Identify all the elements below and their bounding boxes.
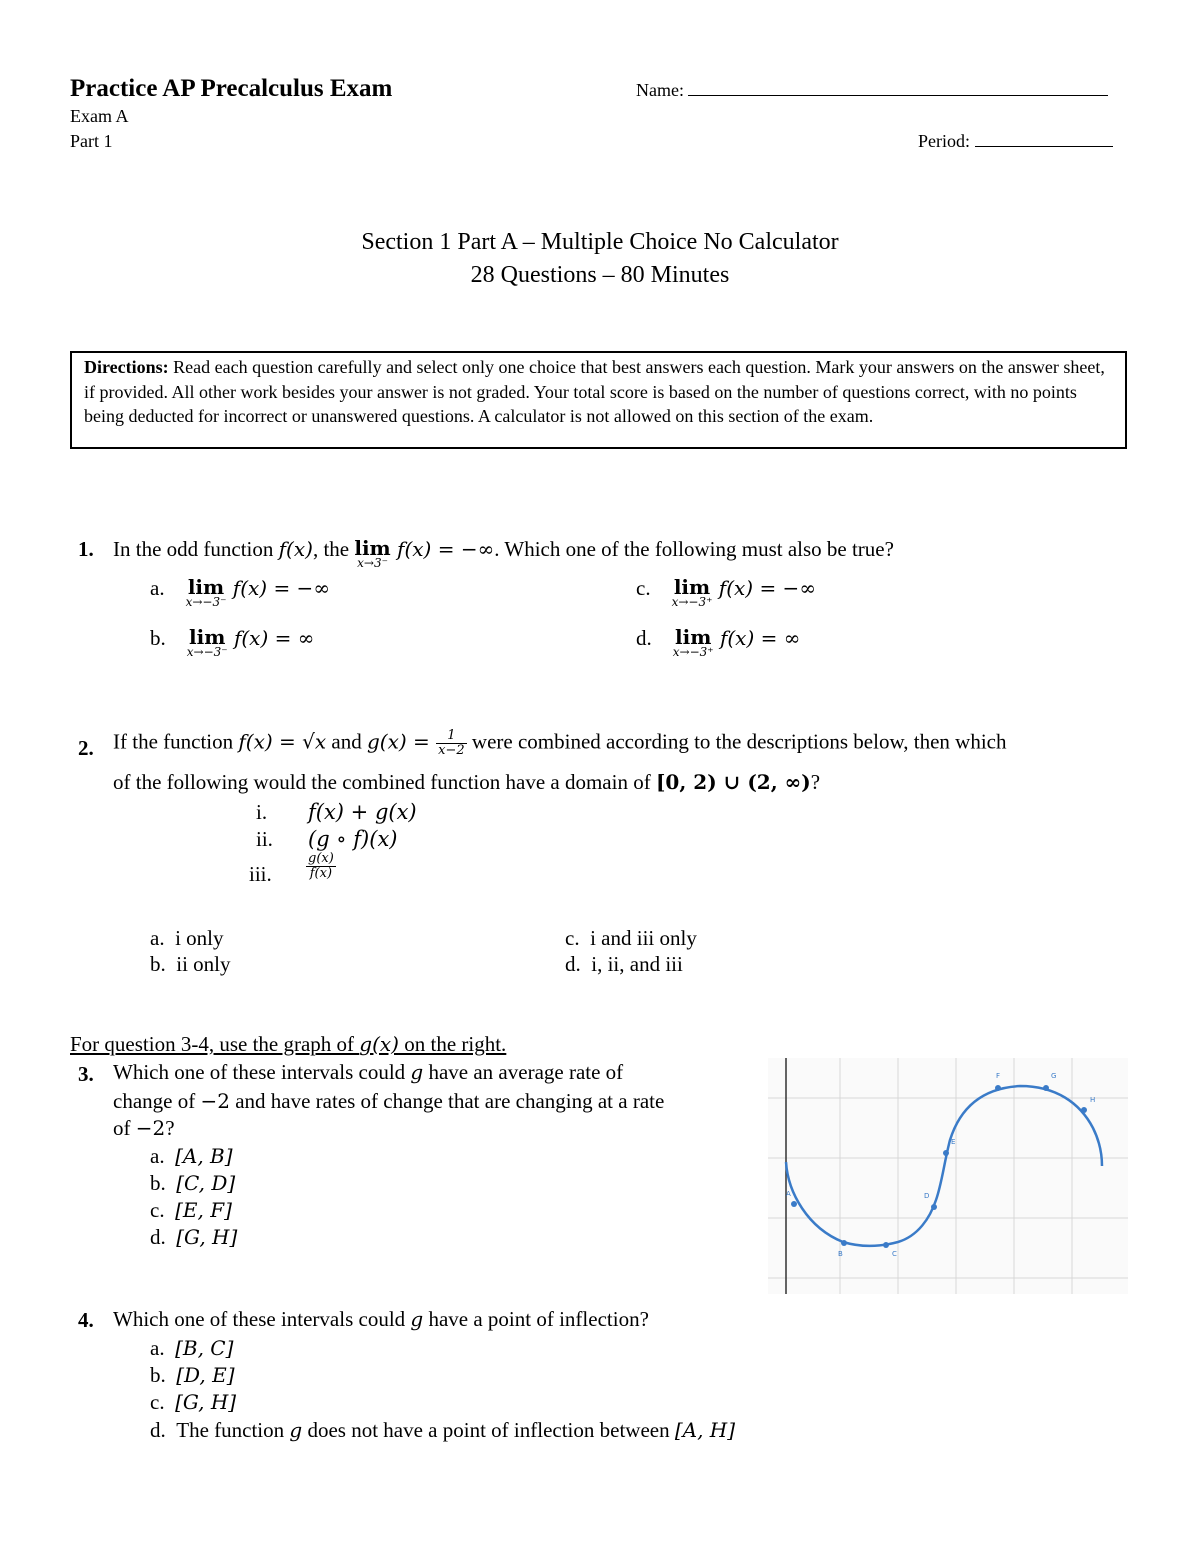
name-field[interactable] xyxy=(636,80,1108,101)
graph-point-label: E xyxy=(951,1138,956,1146)
q2-domain: [0, 2) ∪ (2, ∞) xyxy=(655,770,811,794)
q2-g-fraction: $\frac{1}{x-2}$ xyxy=(438,728,465,758)
q1-number: 1. xyxy=(78,537,94,561)
q2-roman-ii: ii. xyxy=(256,827,273,851)
graph-point-label: F xyxy=(996,1072,1001,1080)
q2-stem-line2: of the following would the combined function have a domain of [0, 2) ∪ (2, ∞)? xyxy=(113,770,821,794)
period-blank[interactable] xyxy=(975,146,1113,147)
q3-stem-line2: change of −2 and have rates of change that are changing at a rate xyxy=(113,1089,665,1113)
graph-point-B xyxy=(841,1240,847,1246)
q2-roman-iii: iii. xyxy=(249,862,272,886)
q2-option-i: f(x) + g(x) xyxy=(308,800,417,824)
q3-choice-c[interactable]: c. [E, F] xyxy=(150,1198,232,1222)
name-blank[interactable] xyxy=(688,95,1108,96)
q1-choice-a[interactable]: a. lim x→−3⁻ f(x) = −∞ xyxy=(150,575,330,609)
graph-point-E xyxy=(943,1150,949,1156)
graph-background xyxy=(768,1058,1128,1294)
q2-roman-i: i. xyxy=(256,800,268,824)
graph-point-label: A xyxy=(786,1190,791,1198)
q2-option-ii: (g ∘ f)(x) xyxy=(308,827,398,851)
exam-title: Practice AP Precalculus Exam xyxy=(70,75,393,102)
graph-point-A xyxy=(791,1201,797,1207)
q1-limit: lim x→3⁻ xyxy=(354,536,391,570)
graph-point-D xyxy=(931,1204,937,1210)
q2-choice-a[interactable]: a. i only xyxy=(150,926,224,950)
q3-choice-d[interactable]: d. [G, H] xyxy=(150,1225,238,1249)
q2-number: 2. xyxy=(78,736,94,760)
graph-point-F xyxy=(995,1085,1001,1091)
q1-fx: f(x) xyxy=(278,537,313,561)
graph-point-label: C xyxy=(892,1250,897,1258)
directions-box xyxy=(70,351,1127,449)
graph-point-label: B xyxy=(838,1250,843,1258)
graph-point-H xyxy=(1081,1107,1087,1113)
g-graph xyxy=(768,1058,1128,1294)
q2-choice-c[interactable]: c. i and iii only xyxy=(565,926,697,950)
q3-choice-b[interactable]: b. [C, D] xyxy=(150,1171,236,1195)
q3-stem-line3: of −2? xyxy=(113,1116,175,1140)
directions-label: Directions: xyxy=(84,357,169,377)
q1-choice-c[interactable]: c. lim x→−3⁺ f(x) = −∞ xyxy=(636,575,816,609)
graph-point-C xyxy=(883,1242,889,1248)
q1-choice-d[interactable]: d. lim x→−3⁺ f(x) = ∞ xyxy=(636,625,801,659)
q4-number: 4. xyxy=(78,1308,94,1332)
q2-option-iii: $\frac{g(x)}{f(x)}$ xyxy=(308,851,334,881)
q4-choice-d[interactable]: d. The function g does not have a point of inflection between [A, H] xyxy=(150,1418,736,1442)
q2-choice-d[interactable]: d. i, ii, and iii xyxy=(565,952,683,976)
graph-point-G xyxy=(1043,1085,1049,1091)
q4-choice-a[interactable]: a. [B, C] xyxy=(150,1336,234,1360)
exam-label: Exam A xyxy=(70,106,129,126)
part-label: Part 1 xyxy=(70,131,113,151)
graph-note: For question 3-4, use the graph of g(x) on the right. xyxy=(70,1032,507,1056)
graph-point-label: D xyxy=(924,1192,930,1200)
q3-number: 3. xyxy=(78,1062,94,1086)
q1-stem: In the odd function f(x), the lim x→3⁻ f(x) = −∞. Which one of the following must also be true? xyxy=(113,536,894,570)
section-subtitle: 28 Questions – 80 Minutes xyxy=(470,262,730,288)
q3-stem-line1: Which one of these intervals could g have an average rate of xyxy=(113,1060,624,1084)
q4-stem: Which one of these intervals could g have a point of inflection? xyxy=(113,1307,649,1331)
q4-choice-b[interactable]: b. [D, E] xyxy=(150,1363,235,1387)
q4-choice-c[interactable]: c. [G, H] xyxy=(150,1390,237,1414)
period-field[interactable] xyxy=(918,131,1113,152)
period-label: Period: xyxy=(918,131,970,151)
name-label: Name: xyxy=(636,80,684,100)
directions-text: Read each question carefully and select only one choice that best answers each question. Mark your answers on the answer sheet, if provided. All other work besides your answer is not graded. Your total score is based on the number of questions correct, with no points being deducted for incorrect or unanswered questions. A calculator is not allowed on this section of the exam. xyxy=(84,357,1105,426)
q2-f-def: f(x) = √x xyxy=(238,729,327,754)
q2-stem-line1: If the function f(x) = √x and g(x) = $\frac{1}{x-2}$ were combined according to the descriptions below, then which xyxy=(113,728,1007,758)
graph-point-label: H xyxy=(1090,1096,1096,1104)
q2-choice-b[interactable]: b. ii only xyxy=(150,952,231,976)
section-title: Section 1 Part A – Multiple Choice No Calculator xyxy=(361,229,839,255)
graph-point-label: G xyxy=(1051,1072,1057,1080)
q3-choice-a[interactable]: a. [A, B] xyxy=(150,1144,233,1168)
q2-g-def: g(x) = xyxy=(367,729,437,754)
q1-choice-b[interactable]: b. lim x→−3⁻ f(x) = ∞ xyxy=(150,625,315,659)
